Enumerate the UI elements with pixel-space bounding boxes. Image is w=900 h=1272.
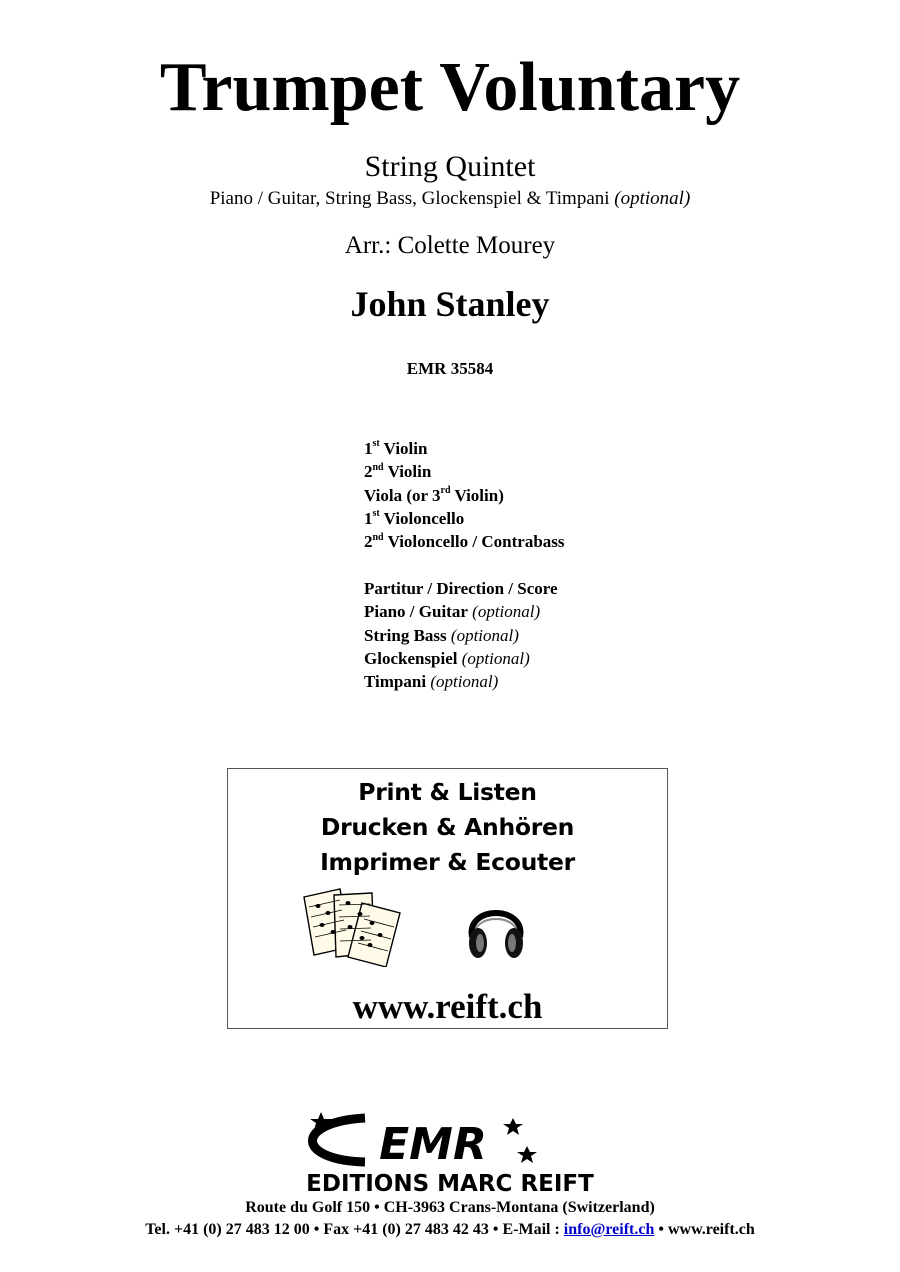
part-item: Partitur / Direction / Score — [364, 579, 558, 598]
sheet-music-icon — [300, 887, 412, 967]
composer: John Stanley — [350, 284, 550, 324]
instrumentation-main: Piano / Guitar, String Bass, Glockenspiel & Timpani — [209, 188, 610, 209]
email-link[interactable]: info@reift.ch — [563, 1221, 655, 1238]
instrumentation-line — [0, 188, 900, 210]
publisher-name: EDITIONS MARC REIFT — [306, 1171, 594, 1196]
part-item: 2nd Violoncello / Contrabass — [364, 531, 565, 552]
emr-logo — [255, 1108, 645, 1196]
print-listen-box — [227, 768, 668, 1029]
part-item: Piano / Guitar (optional) — [364, 602, 541, 622]
emr-logo-text: EMR — [379, 1119, 487, 1170]
part-item: Glockenspiel (optional) — [364, 648, 530, 668]
subtitle: String Quintet — [364, 150, 536, 183]
other-parts-list — [364, 577, 558, 693]
website-url[interactable]: www.reift.ch — [352, 987, 543, 1026]
headphones-icon — [464, 893, 528, 963]
part-item: 2nd Violin — [364, 461, 432, 482]
promo-line: Print & Listen — [358, 778, 537, 806]
arranger: Arr.: Colette Mourey — [344, 232, 556, 259]
page-title: Trumpet Voluntary — [159, 49, 741, 126]
instrumentation-optional: (optional) — [614, 188, 691, 209]
catalog-number: EMR 35584 — [406, 359, 494, 378]
promo-line: Imprimer & Ecouter — [320, 848, 575, 876]
publisher-contact: Tel. +41 (0) 27 483 12 00 • Fax +41 (0) 27 483 42 43 • E-Mail : info@reift.ch • www.reift.ch — [145, 1221, 755, 1238]
part-item: Timpani (optional) — [364, 672, 499, 692]
part-item: 1st Violoncello — [364, 508, 465, 528]
part-item: Viola (or 3rd Violin) — [364, 484, 504, 505]
publisher-address: Route du Golf 150 • CH-3963 Crans-Montana (Switzerland) — [245, 1199, 655, 1216]
string-parts-list — [364, 437, 565, 553]
promo-line: Drucken & Anhören — [320, 813, 575, 841]
part-item: 1st Violin — [364, 438, 428, 458]
part-item: String Bass (optional) — [364, 625, 519, 645]
